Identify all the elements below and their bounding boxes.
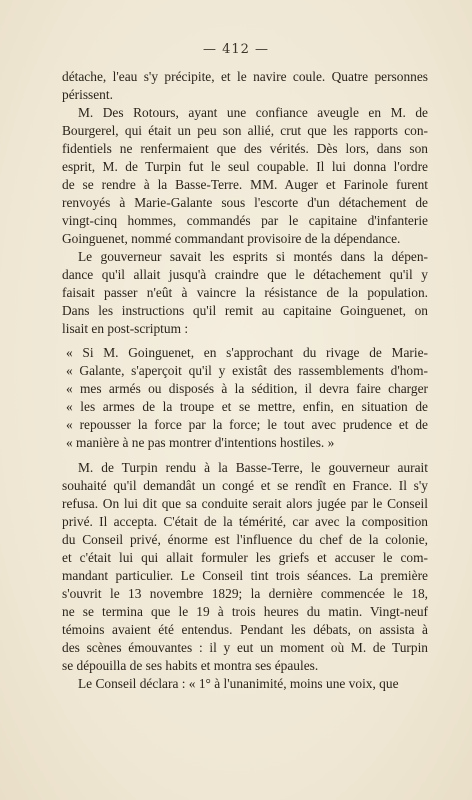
body-text-upper (62, 68, 428, 338)
text-line: Goinguenet, nommé commandant provisoire de la dépendance. (62, 231, 401, 246)
text-line: et c'était lui qui allait formuler les griefs et accuser le com- (62, 550, 428, 565)
quote-line: « les armes de la troupe et se mettre, enfin, en situation de (66, 399, 428, 414)
text-line: détache, l'eau s'y précipite, et le navire coule. Quatre personnes (62, 69, 428, 84)
text-line: M. Des Rotours, ayant une confiance aveugle en M. de (78, 105, 428, 120)
text-line: ne se termina que le 19 à trois heures du matin. Vingt-neuf (62, 604, 428, 619)
text-line: vingt-cinq hommes, commandés par le capitaine d'infanterie (62, 213, 428, 228)
text-line: renvoyés à Marie-Galante sous l'escorte d'un détachement de (62, 195, 428, 210)
text-line: s'ouvrit le 13 novembre 1829; la dernière commencée le 18, (62, 586, 428, 601)
text-line: refusa. On lui dit que sa conduite serait alors jugée par le Conseil (62, 496, 428, 511)
text-line: dance qu'il allait jusqu'à craindre que le détachement qu'il y (62, 267, 428, 282)
text-line: Le gouverneur savait les esprits si montés dans la dépen- (78, 249, 428, 264)
body-text-lower (62, 459, 428, 693)
quote-line: « mes armés ou disposés à la sédition, il devra faire charger (66, 381, 428, 396)
text-line: de se rendre à la Basse-Terre. MM. Auger et Farinole furent (62, 177, 428, 192)
page-number: — 412 — (202, 42, 270, 57)
text-line: esprit, M. de Turpin fut le seul coupable. Il lui donna l'ordre (62, 159, 428, 174)
text-line: fidentiels ne renfermaient que des vérités. Dès lors, dans son (62, 141, 428, 156)
text-line: périssent. (62, 87, 113, 102)
quote-line: « Galante, s'aperçoit qu'il y existât des rassemblements d'hom- (66, 363, 428, 378)
quotation-block (66, 344, 428, 452)
text-line: M. de Turpin rendu à la Basse-Terre, le gouverneur aurait (78, 460, 428, 475)
text-line: mandant particulier. Le Conseil tint trois séances. La première (62, 568, 428, 583)
text-line: Bourgerel, qui était un peu son allié, crut que les rapports con- (62, 123, 428, 138)
text-line: souhaité qu'il demandât un congé et se rendît en France. Il s'y (62, 478, 428, 493)
text-line: Le Conseil déclara : « 1° à l'unanimité, moins une voix, que (78, 676, 399, 691)
quote-line: « repousser la force par la force; le tout avec prudence et de (66, 417, 428, 432)
quote-line: « Si M. Goinguenet, en s'approchant du rivage de Marie- (66, 345, 428, 360)
text-line: faisait passer n'eût à vaincre la résistance de la population. (62, 285, 428, 300)
text-line: Dans les instructions qu'il remit au capitaine Goinguenet, on (62, 303, 428, 318)
text-line: témoins avaient été entendus. Pendant les débats, on assista à (62, 622, 428, 637)
text-line: privé. Il accepta. C'était de la témérité, car avec la composition (62, 514, 428, 529)
text-line: du Conseil privé, énorme est l'influence du chef de la colonie, (62, 532, 428, 547)
text-line: lisait en post-scriptum : (62, 321, 189, 336)
text-line: des scènes émouvantes : il y eut un moment où M. de Turpin (62, 640, 428, 655)
text-line: se dépouilla de ses habits et montra ses épaules. (62, 658, 319, 673)
quote-line: « manière à ne pas montrer d'intentions hostiles. » (66, 435, 335, 450)
